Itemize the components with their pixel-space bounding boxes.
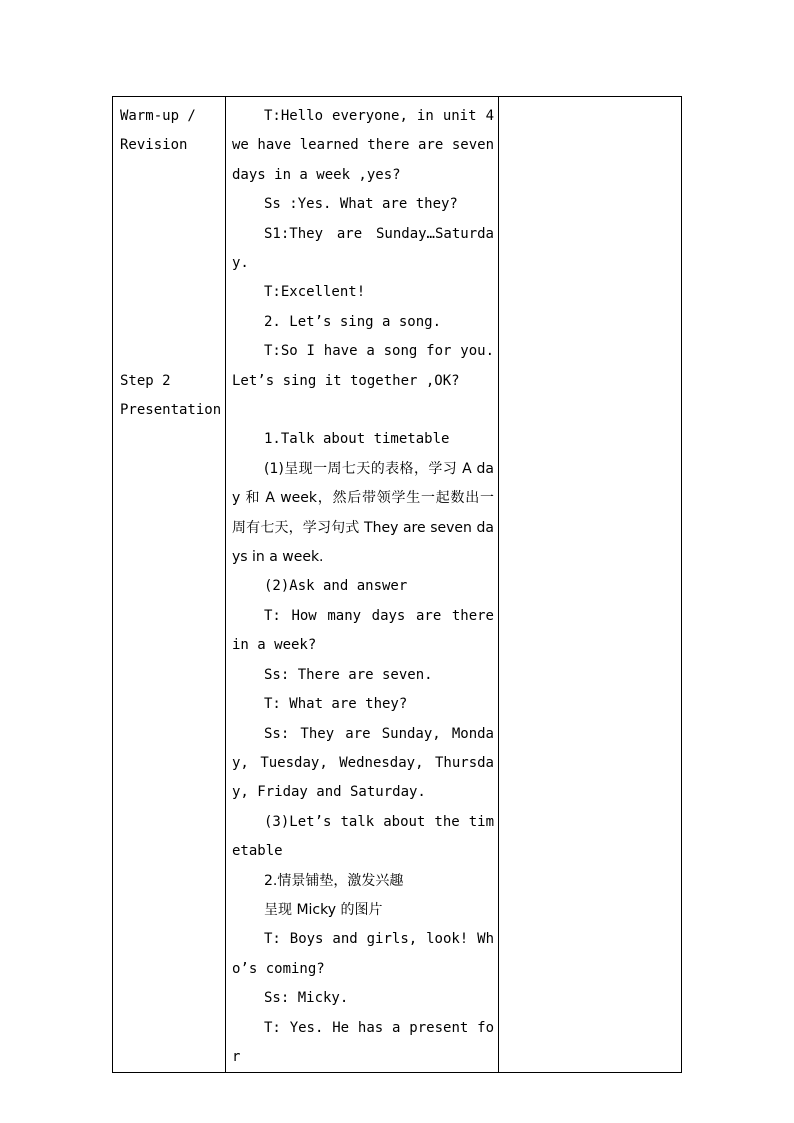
presentation-line: Ss: They are Sunday, Monday, Tuesday, Wednesday, Thursday, Friday and Saturday.	[232, 725, 494, 801]
presentation-line: (1)呈现一周七天的表格，学习 A day 和 A week，然后带领学生一起数出一周有七天，学习句式 They are seven days in a week.	[232, 460, 494, 566]
stage-label-warmup-line1: Warm-up /	[120, 108, 196, 124]
procedure-cell	[226, 97, 499, 1073]
warmup-line: T:Excellent!	[264, 284, 366, 301]
stage-label-warmup-line2: Revision	[120, 137, 188, 154]
presentation-line: 1.Talk about timetable	[264, 431, 450, 448]
presentation-line: T: Yes. He has a present for	[232, 1019, 494, 1065]
notes-cell	[499, 97, 682, 1073]
presentation-line: T: Boys and girls, look! Who’s coming?	[232, 931, 494, 977]
presentation-line: 呈现 Micky 的图片	[264, 901, 383, 918]
table-row	[113, 97, 682, 1073]
warmup-line: T:So I have a song for you. Let’s sing it together ,OK?	[232, 343, 494, 389]
presentation-line: (3)Let’s talk about the timetable	[232, 813, 494, 860]
presentation-line: (2)Ask and answer	[264, 578, 408, 595]
presentation-line: T: How many days are there in a week?	[232, 607, 494, 654]
presentation-line: Ss: Micky.	[264, 990, 349, 1007]
warmup-line: S1:They are Sunday…Saturday.	[232, 225, 494, 272]
warmup-line: 2. Let’s sing a song.	[264, 313, 442, 330]
presentation-line: 2.情景铺垫，激发兴趣	[264, 872, 404, 889]
notes-text	[499, 97, 681, 102]
lesson-plan-table	[112, 96, 682, 1073]
stage-label-step2-line1: Step 2	[120, 372, 171, 389]
presentation-line: T: What are they?	[264, 696, 408, 713]
warmup-line: Ss :Yes. What are they?	[264, 196, 458, 213]
stage-cell	[113, 97, 226, 1073]
warmup-line: T:Hello everyone, in unit 4 we have learned there are seven days in a week ,yes?	[232, 108, 494, 183]
stage-label-step2-line2: Presentation	[120, 401, 222, 418]
presentation-line: Ss: There are seven.	[264, 666, 433, 683]
